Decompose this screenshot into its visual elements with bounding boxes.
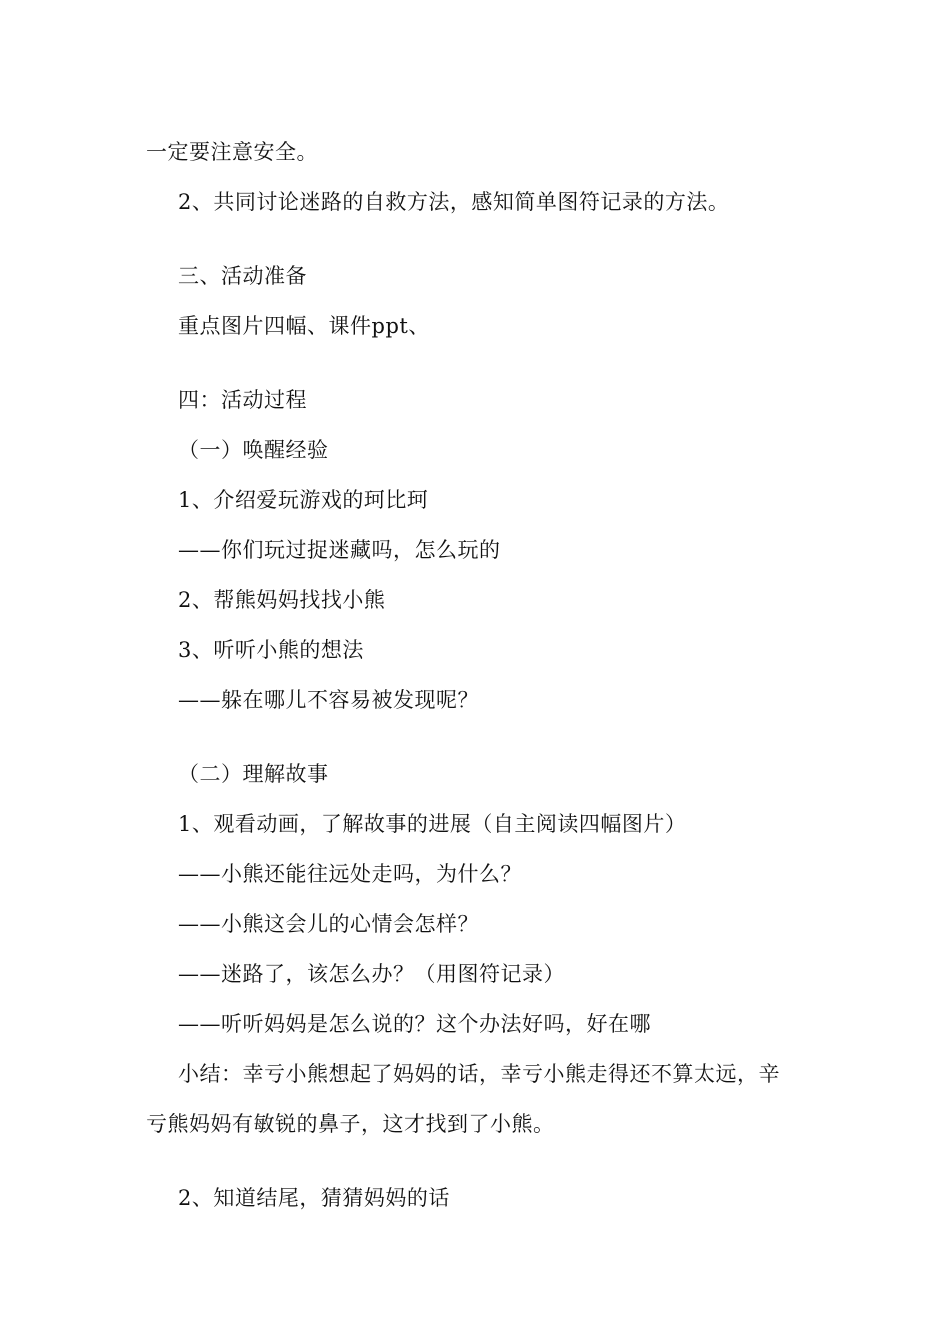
section-heading-process: 四：活动过程 <box>178 388 307 412</box>
text-line-question-4: ——小熊这会儿的心情会怎样？ <box>178 912 479 936</box>
text-line-materials: 重点图片四幅、课件ppt、 <box>178 314 430 338</box>
text-line-step-1: 1、介绍爱玩游戏的珂比珂 <box>178 488 429 512</box>
text-line-safety: 一定要注意安全。 <box>146 140 318 164</box>
text-line-story-step-1: 1、观看动画，了解故事的进展（自主阅读四幅图片） <box>178 812 687 836</box>
text-line-question-1: ——你们玩过捉迷藏吗，怎么玩的 <box>178 538 501 562</box>
text-line-question-3: ——小熊还能往远处走吗，为什么？ <box>178 862 522 886</box>
text-line-step-3: 3、听听小熊的想法 <box>178 638 364 662</box>
text-line-goal-2: 2、共同讨论迷路的自救方法，感知简单图符记录的方法。 <box>178 190 730 214</box>
subsection-heading-story: （二）理解故事 <box>178 762 329 786</box>
text-line-question-6: ——听听妈妈是怎么说的？这个办法好吗，好在哪 <box>178 1012 651 1036</box>
text-line-question-2: ——躲在哪儿不容易被发现呢？ <box>178 688 479 712</box>
text-line-step-2: 2、帮熊妈妈找找小熊 <box>178 588 386 612</box>
section-heading-preparation: 三、活动准备 <box>178 264 307 288</box>
text-line-story-step-2: 2、知道结尾，猜猜妈妈的话 <box>178 1186 450 1210</box>
text-line-question-5: ——迷路了，该怎么办？（用图符记录） <box>178 962 565 986</box>
text-line-summary-1: 小结：幸亏小熊想起了妈妈的话，幸亏小熊走得还不算太远，辛 <box>178 1062 780 1086</box>
subsection-heading-experience: （一）唤醒经验 <box>178 438 329 462</box>
text-line-summary-2: 亏熊妈妈有敏锐的鼻子，这才找到了小熊。 <box>146 1112 555 1136</box>
